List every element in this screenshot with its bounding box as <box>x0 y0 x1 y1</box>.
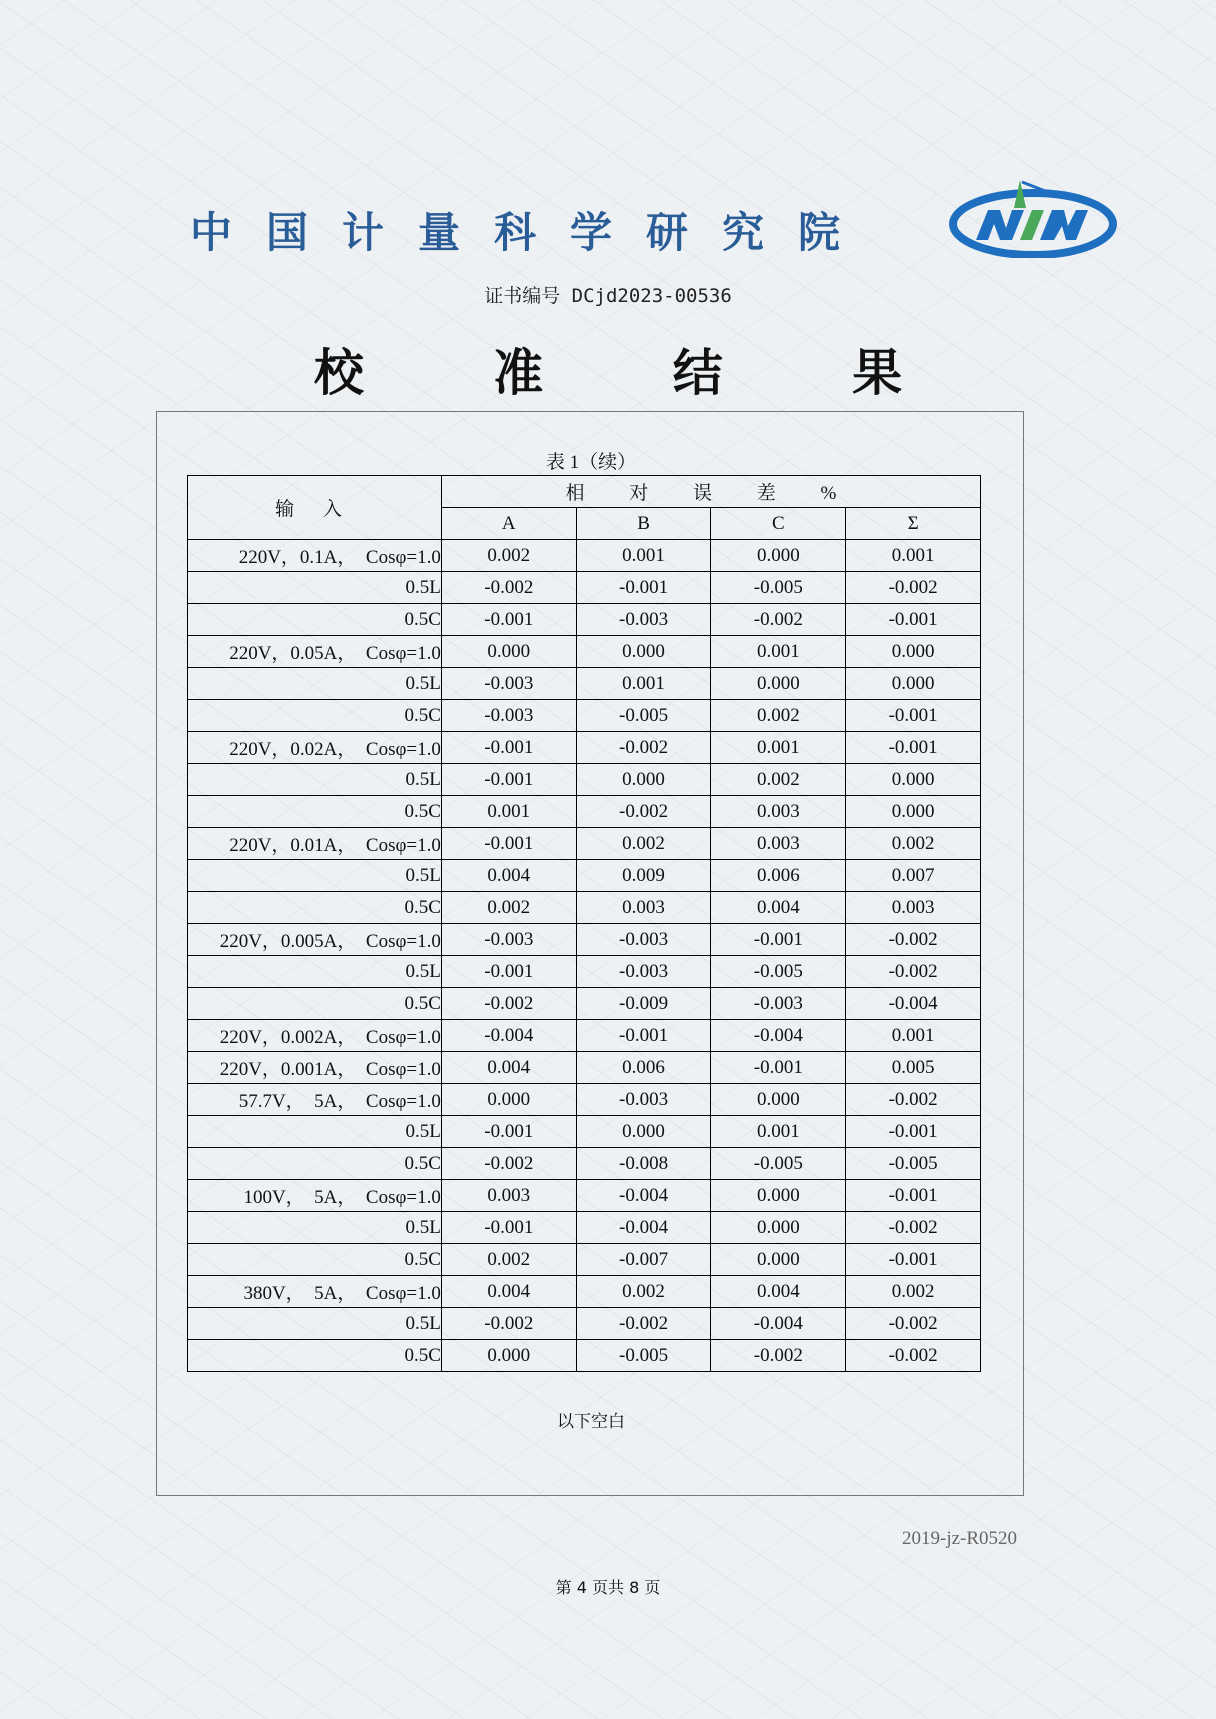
value-cell-a: -0.003 <box>441 924 576 956</box>
table-row <box>188 988 981 1020</box>
value-cell-a: 0.002 <box>441 1244 576 1276</box>
value-cell-a: -0.003 <box>441 700 576 732</box>
table-row <box>188 540 981 572</box>
value-cell-b: -0.002 <box>576 732 711 764</box>
value-cell-sum: 0.002 <box>846 1276 981 1308</box>
input-condition-cell: 220V，0.05A， Cosφ=1.0 <box>188 636 442 668</box>
table-row <box>188 1212 981 1244</box>
results-table <box>187 475 981 1372</box>
value-cell-a: 0.002 <box>441 540 576 572</box>
value-cell-a: -0.001 <box>441 1212 576 1244</box>
value-cell-sum: -0.002 <box>846 1308 981 1340</box>
value-cell-b: -0.003 <box>576 604 711 636</box>
value-cell-sum: 0.000 <box>846 668 981 700</box>
input-condition-cell: 220V，0.1A， Cosφ=1.0 <box>188 540 442 572</box>
nim-logo-icon <box>948 178 1118 258</box>
input-condition-cell: 0.5L <box>188 668 442 700</box>
value-cell-a: 0.004 <box>441 860 576 892</box>
column-header-c: C <box>711 508 846 540</box>
input-condition-cell: 220V，0.005A， Cosφ=1.0 <box>188 924 442 956</box>
value-cell-a: -0.004 <box>441 1020 576 1052</box>
value-cell-c: -0.002 <box>711 604 846 636</box>
certificate-label: 证书编号 <box>484 285 561 307</box>
value-cell-c: 0.002 <box>711 700 846 732</box>
value-cell-sum: -0.001 <box>846 1116 981 1148</box>
value-cell-b: -0.003 <box>576 1084 711 1116</box>
value-cell-c: 0.003 <box>711 796 846 828</box>
value-cell-a: -0.001 <box>441 732 576 764</box>
value-cell-b: 0.002 <box>576 1276 711 1308</box>
value-cell-c: 0.001 <box>711 636 846 668</box>
value-cell-a: -0.001 <box>441 604 576 636</box>
value-cell-b: 0.001 <box>576 668 711 700</box>
table-row <box>188 1148 981 1180</box>
input-condition-cell: 57.7V， 5A， Cosφ=1.0 <box>188 1084 442 1116</box>
value-cell-b: 0.009 <box>576 860 711 892</box>
table-row <box>188 956 981 988</box>
input-condition-cell: 0.5C <box>188 796 442 828</box>
value-cell-sum: -0.002 <box>846 956 981 988</box>
value-cell-a: 0.000 <box>441 1084 576 1116</box>
input-condition-cell: 220V，0.02A， Cosφ=1.0 <box>188 732 442 764</box>
relative-error-header: 相 对 误 差 % <box>441 476 980 508</box>
value-cell-c: 0.001 <box>711 732 846 764</box>
value-cell-sum: 0.003 <box>846 892 981 924</box>
form-code: 2019-jz-R0520 <box>902 1528 1018 1549</box>
value-cell-b: -0.002 <box>576 796 711 828</box>
table-row <box>188 1276 981 1308</box>
value-cell-sum: 0.007 <box>846 860 981 892</box>
table-row <box>188 1340 981 1372</box>
value-cell-a: -0.003 <box>441 668 576 700</box>
input-condition-cell: 0.5L <box>188 1116 442 1148</box>
input-condition-cell: 0.5C <box>188 700 442 732</box>
value-cell-b: 0.002 <box>576 828 711 860</box>
value-cell-b: -0.005 <box>576 700 711 732</box>
value-cell-c: -0.003 <box>711 988 846 1020</box>
table-row <box>188 1180 981 1212</box>
value-cell-sum: -0.001 <box>846 1244 981 1276</box>
page-indicator: 第 4 页共 8 页 <box>555 1578 661 1597</box>
certificate-number-line <box>0 281 1216 308</box>
table-row <box>188 732 981 764</box>
table-row <box>188 924 981 956</box>
value-cell-sum: 0.000 <box>846 764 981 796</box>
input-condition-cell: 0.5C <box>188 1340 442 1372</box>
input-condition-cell: 0.5L <box>188 764 442 796</box>
institute-name: 中国计量科学研究院 <box>190 208 875 257</box>
value-cell-c: 0.000 <box>711 668 846 700</box>
value-cell-c: 0.003 <box>711 828 846 860</box>
column-header-a: A <box>441 508 576 540</box>
value-cell-c: -0.001 <box>711 924 846 956</box>
table-row <box>188 1244 981 1276</box>
value-cell-c: 0.000 <box>711 1212 846 1244</box>
value-cell-a: 0.003 <box>441 1180 576 1212</box>
input-condition-cell: 0.5L <box>188 860 442 892</box>
value-cell-a: 0.002 <box>441 892 576 924</box>
value-cell-sum: -0.001 <box>846 700 981 732</box>
input-condition-cell: 0.5C <box>188 988 442 1020</box>
value-cell-c: -0.005 <box>711 572 846 604</box>
input-condition-cell: 0.5C <box>188 1244 442 1276</box>
value-cell-sum: -0.002 <box>846 1084 981 1116</box>
table-row <box>188 1020 981 1052</box>
value-cell-c: -0.002 <box>711 1340 846 1372</box>
value-cell-c: 0.004 <box>711 892 846 924</box>
table-row <box>188 1052 981 1084</box>
value-cell-b: -0.009 <box>576 988 711 1020</box>
input-condition-cell: 220V，0.01A， Cosφ=1.0 <box>188 828 442 860</box>
input-condition-cell: 0.5L <box>188 572 442 604</box>
input-condition-cell: 0.5L <box>188 1212 442 1244</box>
value-cell-sum: -0.002 <box>846 572 981 604</box>
value-cell-a: -0.001 <box>441 764 576 796</box>
certificate-number: DCjd2023-00536 <box>571 285 732 307</box>
value-cell-c: 0.000 <box>711 1244 846 1276</box>
input-condition-cell: 380V， 5A， Cosφ=1.0 <box>188 1276 442 1308</box>
value-cell-a: 0.004 <box>441 1276 576 1308</box>
table-row <box>188 572 981 604</box>
value-cell-c: 0.001 <box>711 1116 846 1148</box>
value-cell-b: -0.001 <box>576 1020 711 1052</box>
value-cell-a: -0.002 <box>441 1148 576 1180</box>
value-cell-a: -0.002 <box>441 572 576 604</box>
value-cell-b: -0.002 <box>576 1308 711 1340</box>
input-column-header: 输 入 <box>188 476 442 540</box>
value-cell-b: -0.004 <box>576 1180 711 1212</box>
table-row <box>188 860 981 892</box>
input-condition-cell: 0.5C <box>188 604 442 636</box>
end-of-table-note: 以下空白 <box>557 1412 625 1432</box>
value-cell-b: 0.006 <box>576 1052 711 1084</box>
value-cell-b: -0.001 <box>576 572 711 604</box>
table-row <box>188 796 981 828</box>
input-condition-cell: 220V，0.001A， Cosφ=1.0 <box>188 1052 442 1084</box>
table-row <box>188 828 981 860</box>
value-cell-a: -0.002 <box>441 1308 576 1340</box>
value-cell-c: -0.005 <box>711 1148 846 1180</box>
value-cell-c: 0.004 <box>711 1276 846 1308</box>
value-cell-sum: -0.002 <box>846 1212 981 1244</box>
table-row <box>188 700 981 732</box>
value-cell-c: 0.002 <box>711 764 846 796</box>
input-condition-cell: 0.5L <box>188 956 442 988</box>
value-cell-sum: -0.002 <box>846 1340 981 1372</box>
value-cell-sum: 0.000 <box>846 796 981 828</box>
value-cell-c: -0.004 <box>711 1308 846 1340</box>
value-cell-c: -0.004 <box>711 1020 846 1052</box>
value-cell-c: 0.000 <box>711 1084 846 1116</box>
value-cell-sum: 0.002 <box>846 828 981 860</box>
value-cell-b: 0.000 <box>576 1116 711 1148</box>
input-condition-cell: 220V，0.002A， Cosφ=1.0 <box>188 1020 442 1052</box>
value-cell-a: -0.001 <box>441 828 576 860</box>
table-row <box>188 668 981 700</box>
value-cell-b: -0.003 <box>576 956 711 988</box>
table-row <box>188 1308 981 1340</box>
value-cell-sum: -0.001 <box>846 604 981 636</box>
value-cell-sum: -0.004 <box>846 988 981 1020</box>
value-cell-c: -0.001 <box>711 1052 846 1084</box>
results-table-body <box>188 540 981 1372</box>
column-header-sum: Σ <box>846 508 981 540</box>
table-row <box>188 604 981 636</box>
value-cell-c: -0.005 <box>711 956 846 988</box>
value-cell-a: 0.000 <box>441 1340 576 1372</box>
input-condition-cell: 0.5C <box>188 892 442 924</box>
value-cell-sum: -0.001 <box>846 732 981 764</box>
value-cell-c: 0.006 <box>711 860 846 892</box>
value-cell-b: 0.000 <box>576 636 711 668</box>
table-row <box>188 764 981 796</box>
value-cell-b: -0.008 <box>576 1148 711 1180</box>
value-cell-c: 0.000 <box>711 540 846 572</box>
value-cell-sum: -0.001 <box>846 1180 981 1212</box>
value-cell-b: -0.004 <box>576 1212 711 1244</box>
value-cell-sum: 0.001 <box>846 540 981 572</box>
value-cell-sum: 0.005 <box>846 1052 981 1084</box>
table-row <box>188 1116 981 1148</box>
input-condition-cell: 0.5L <box>188 1308 442 1340</box>
value-cell-a: -0.001 <box>441 1116 576 1148</box>
value-cell-a: -0.002 <box>441 988 576 1020</box>
table-row <box>188 1084 981 1116</box>
value-cell-b: -0.003 <box>576 924 711 956</box>
table-row <box>188 892 981 924</box>
value-cell-b: -0.005 <box>576 1340 711 1372</box>
value-cell-sum: 0.001 <box>846 1020 981 1052</box>
value-cell-b: 0.000 <box>576 764 711 796</box>
table-caption: 表 1（续） <box>545 452 637 473</box>
table-row <box>188 636 981 668</box>
value-cell-sum: -0.005 <box>846 1148 981 1180</box>
value-cell-sum: 0.000 <box>846 636 981 668</box>
column-header-b: B <box>576 508 711 540</box>
input-condition-cell: 0.5C <box>188 1148 442 1180</box>
value-cell-a: -0.001 <box>441 956 576 988</box>
value-cell-sum: -0.002 <box>846 924 981 956</box>
value-cell-b: 0.001 <box>576 540 711 572</box>
value-cell-a: 0.001 <box>441 796 576 828</box>
page-title: 校 准 结 果 <box>313 344 959 402</box>
value-cell-a: 0.004 <box>441 1052 576 1084</box>
value-cell-a: 0.000 <box>441 636 576 668</box>
input-condition-cell: 100V， 5A， Cosφ=1.0 <box>188 1180 442 1212</box>
value-cell-c: 0.000 <box>711 1180 846 1212</box>
value-cell-b: -0.007 <box>576 1244 711 1276</box>
value-cell-b: 0.003 <box>576 892 711 924</box>
